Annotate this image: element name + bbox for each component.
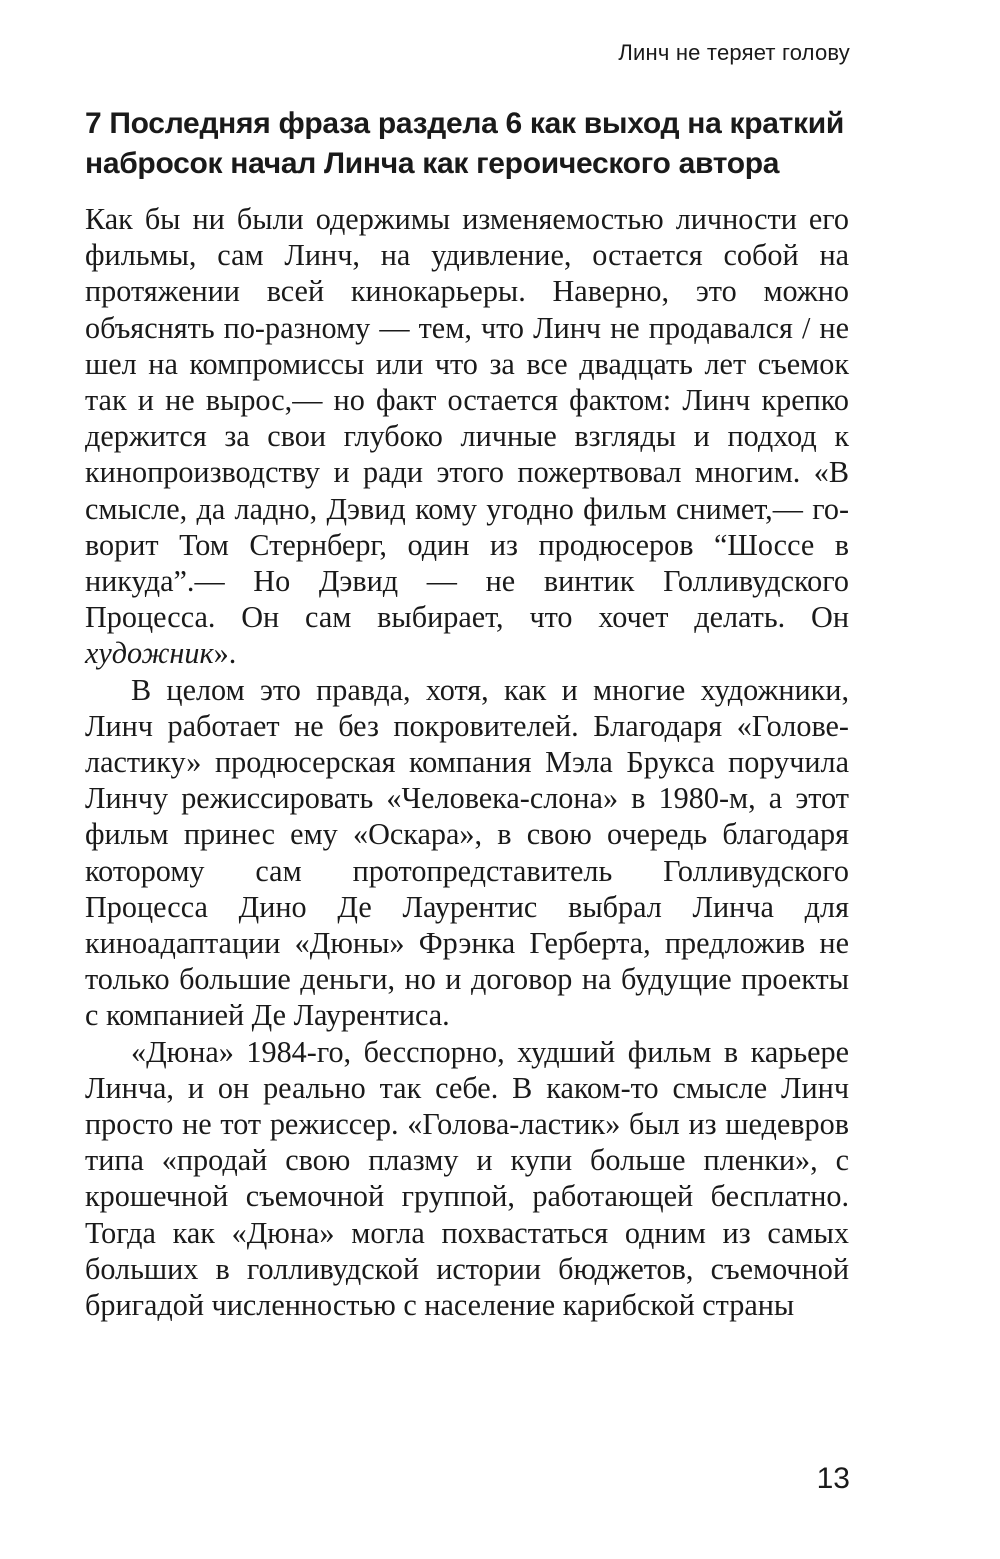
page-number: 13 xyxy=(816,1462,850,1495)
paragraph-1 xyxy=(85,201,849,672)
paragraph-1-end: ». xyxy=(213,636,237,671)
paragraph-1-italic: художник xyxy=(85,636,214,671)
paragraph-1-text: Как бы ни были одержимы изменяемостью личности его фильмы, сам Линч, на удивление, остается собой на протяжении всей кинокарьеры. Наверно, это можно объяснять по-разному — тем, что Линч не продавался / не шел на компромиссы или что за все двадцать лет съемок так и не вырос,— но факт остается фактом: Линч крепко держится за свои глубоко личные взгляды и подход к кинопроизводству и ради этого пожертвовал многим. «В смысле, да ладно, Дэвид кому угодно фильм снимет,— говорит Том Стернберг, один из продюсеров “Шоссе в никуда”.— Но Дэвид — не винтик Голливудского Процесса. Он сам выбирает, что хочет делать. Он xyxy=(85,202,849,635)
running-head: Линч не теряет голову xyxy=(618,40,850,65)
paragraph-3: «Дюна» 1984-го, бесспорно, худший фильм в карьере Линча, и он реально так себе. В каком-то смысле Линч просто не тот режиссер. «Голова-ластик» был из шедевров типа «продай свою плазму и купи больше пленки», с крошечной съемочной группой, работающей бесплатно. Тогда как «Дюна» могла похвастаться одним из самых больших в голливудской истории бюджетов, съемочной бригадой численностью с население карибской страны xyxy=(85,1034,849,1323)
section-heading-line-2: набросок начал Линча как героического автора xyxy=(85,147,780,180)
section-heading-line-1: 7 Последняя фраза раздела 6 как выход на краткий xyxy=(85,107,845,140)
paragraph-2: В целом это правда, хотя, как и многие художники, Линч работает не без покровителей. Благодаря «Голове-ластику» продюсерская компания Мэла Брукса поручила Линчу режиссировать «Человека-слона» в 1980-м, а этот фильм принес ему «Оскара», в свою очередь благодаря которому сам протопредставитель Голливудского Процесса Дино Де Лаурентис выбрал Линча для киноадаптации «Дюны» Фрэнка Герберта, предложив не только большие деньги, но и договор на будущие проекты с компанией Де Лаурентиса. xyxy=(85,672,849,1033)
section-heading xyxy=(85,104,855,184)
body-text xyxy=(85,201,849,1323)
